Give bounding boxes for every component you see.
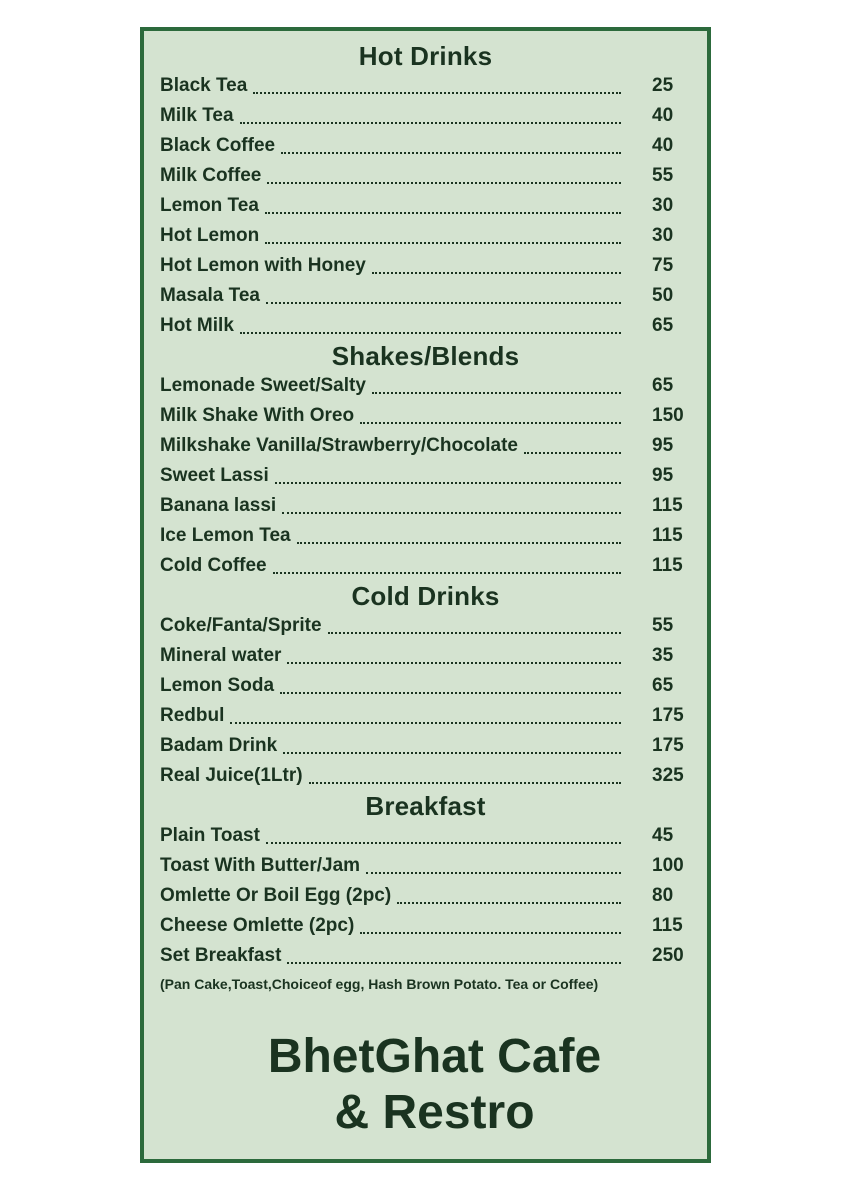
- menu-item: [144, 881, 707, 911]
- menu-item: [144, 941, 707, 971]
- menu-item-name: Milk Coffee: [160, 165, 262, 186]
- menu-item: [144, 221, 707, 251]
- dotted-leader: [372, 269, 621, 274]
- dotted-leader: [273, 569, 621, 574]
- menu-item-price: 55: [652, 615, 674, 636]
- menu-item-price: 325: [652, 765, 684, 786]
- menu-section: [144, 41, 707, 341]
- menu-item-name: Cheese Omlette (2pc): [160, 915, 355, 936]
- menu-item: [144, 491, 707, 521]
- menu-item-name: Omlette Or Boil Egg (2pc): [160, 885, 392, 906]
- dotted-leader: [360, 929, 621, 934]
- menu-item-name: Badam Drink: [160, 735, 278, 756]
- section-title: Breakfast: [365, 791, 486, 821]
- menu-item-name: Coke/Fanta/Sprite: [160, 615, 322, 636]
- menu-item: [144, 611, 707, 641]
- menu-item-name: Lemonade Sweet/Salty: [160, 375, 366, 396]
- menu-item-name: Cold Coffee: [160, 555, 267, 576]
- menu-item-name: Toast With Butter/Jam: [160, 855, 361, 876]
- menu-item-name: Lemon Soda: [160, 675, 275, 696]
- menu-item-name: Hot Milk: [160, 315, 234, 336]
- menu-item-name: Set Breakfast: [160, 945, 282, 966]
- menu-item: [144, 401, 707, 431]
- menu-item: [144, 851, 707, 881]
- menu-item: [144, 701, 707, 731]
- dotted-leader: [265, 239, 621, 244]
- menu-item: [144, 281, 707, 311]
- menu-item: [144, 761, 707, 791]
- menu-item: [144, 461, 707, 491]
- menu-item: [144, 71, 707, 101]
- menu-item: [144, 161, 707, 191]
- menu-item-name: Banana lassi: [160, 495, 277, 516]
- menu-item: [144, 641, 707, 671]
- menu-item: [144, 551, 707, 581]
- menu-item-price: 175: [652, 735, 684, 756]
- menu-item-name: Mineral water: [160, 645, 282, 666]
- menu-item-name: Milkshake Vanilla/Strawberry/Chocolate: [160, 435, 518, 456]
- menu-item-price: 40: [652, 105, 674, 126]
- menu-sections: [144, 41, 707, 971]
- menu-item-name: Lemon Tea: [160, 195, 259, 216]
- menu-item-price: 95: [652, 465, 674, 486]
- menu-item-price: 65: [652, 315, 674, 336]
- dotted-leader: [267, 179, 621, 184]
- dotted-leader: [360, 419, 621, 424]
- menu-item-price: 150: [652, 405, 684, 426]
- dotted-leader: [253, 89, 621, 94]
- menu-card: [140, 27, 711, 1163]
- menu-item-price: 45: [652, 825, 674, 846]
- menu-item: [144, 731, 707, 761]
- menu-item-price: 95: [652, 435, 674, 456]
- menu-item: [144, 671, 707, 701]
- menu-item-price: 175: [652, 705, 684, 726]
- menu-item: [144, 821, 707, 851]
- menu-item-name: Milk Shake With Oreo: [160, 405, 355, 426]
- section-title: Hot Drinks: [358, 41, 493, 71]
- menu-item-price: 115: [652, 525, 683, 546]
- menu-item-name: Redbul: [160, 705, 225, 726]
- dotted-leader: [280, 689, 621, 694]
- cafe-brand: [144, 1029, 707, 1141]
- dotted-leader: [372, 389, 621, 394]
- dotted-leader: [282, 509, 621, 514]
- menu-item-price: 115: [652, 555, 683, 576]
- menu-item: [144, 251, 707, 281]
- menu-item: [144, 431, 707, 461]
- menu-item-price: 65: [652, 375, 674, 396]
- menu-item-name: Milk Tea: [160, 105, 234, 126]
- menu-item-name: Black Coffee: [160, 135, 276, 156]
- dotted-leader: [366, 869, 621, 874]
- menu-item: [144, 371, 707, 401]
- menu-item-name: Hot Lemon: [160, 225, 260, 246]
- menu-item: [144, 101, 707, 131]
- menu-item: [144, 191, 707, 221]
- dotted-leader: [287, 659, 621, 664]
- menu-item-name: Sweet Lassi: [160, 465, 269, 486]
- dotted-leader: [287, 959, 621, 964]
- menu-item-price: 65: [652, 675, 674, 696]
- menu-item-price: 55: [652, 165, 674, 186]
- menu-item-name: Hot Lemon with Honey: [160, 255, 366, 276]
- menu-item-price: 80: [652, 885, 674, 906]
- dotted-leader: [397, 899, 621, 904]
- section-title: Shakes/Blends: [331, 341, 520, 371]
- menu-item: [144, 311, 707, 341]
- dotted-leader: [230, 719, 621, 724]
- dotted-leader: [524, 449, 621, 454]
- dotted-leader: [240, 329, 621, 334]
- menu-item-price: 35: [652, 645, 674, 666]
- dotted-leader: [297, 539, 621, 544]
- set-breakfast-note: (Pan Cake,Toast,Choiceof egg, Hash Brown Potato. Tea or Coffee): [160, 976, 599, 992]
- dotted-leader: [275, 479, 621, 484]
- menu-item-price: 115: [652, 915, 683, 936]
- menu-item-name: Plain Toast: [160, 825, 260, 846]
- menu-item-price: 100: [652, 855, 684, 876]
- dotted-leader: [265, 209, 621, 214]
- dotted-leader: [328, 629, 621, 634]
- dotted-leader: [309, 779, 621, 784]
- menu-item-price: 40: [652, 135, 674, 156]
- menu-item-name: Masala Tea: [160, 285, 260, 306]
- dotted-leader: [240, 119, 621, 124]
- menu-item: [144, 521, 707, 551]
- brand-line-1: BhetGhat Cafe: [267, 1030, 602, 1083]
- menu-item-name: Real Juice(1Ltr): [160, 765, 303, 786]
- menu-item-price: 250: [652, 945, 684, 966]
- menu-item-price: 75: [652, 255, 674, 276]
- menu-item-price: 50: [652, 285, 674, 306]
- dotted-leader: [281, 149, 621, 154]
- menu-section: [144, 791, 707, 971]
- menu-section: [144, 581, 707, 791]
- menu-item-name: Ice Lemon Tea: [160, 525, 291, 546]
- menu-item: [144, 911, 707, 941]
- menu-item-price: 25: [652, 75, 674, 96]
- brand-line-2: & Restro: [334, 1086, 535, 1139]
- menu-item-price: 30: [652, 225, 674, 246]
- menu-item-price: 30: [652, 195, 674, 216]
- dotted-leader: [266, 299, 621, 304]
- menu-section: [144, 341, 707, 581]
- section-title: Cold Drinks: [351, 581, 500, 611]
- menu-item-name: Black Tea: [160, 75, 248, 96]
- menu-item-price: 115: [652, 495, 683, 516]
- dotted-leader: [266, 839, 621, 844]
- menu-item: [144, 131, 707, 161]
- dotted-leader: [283, 749, 621, 754]
